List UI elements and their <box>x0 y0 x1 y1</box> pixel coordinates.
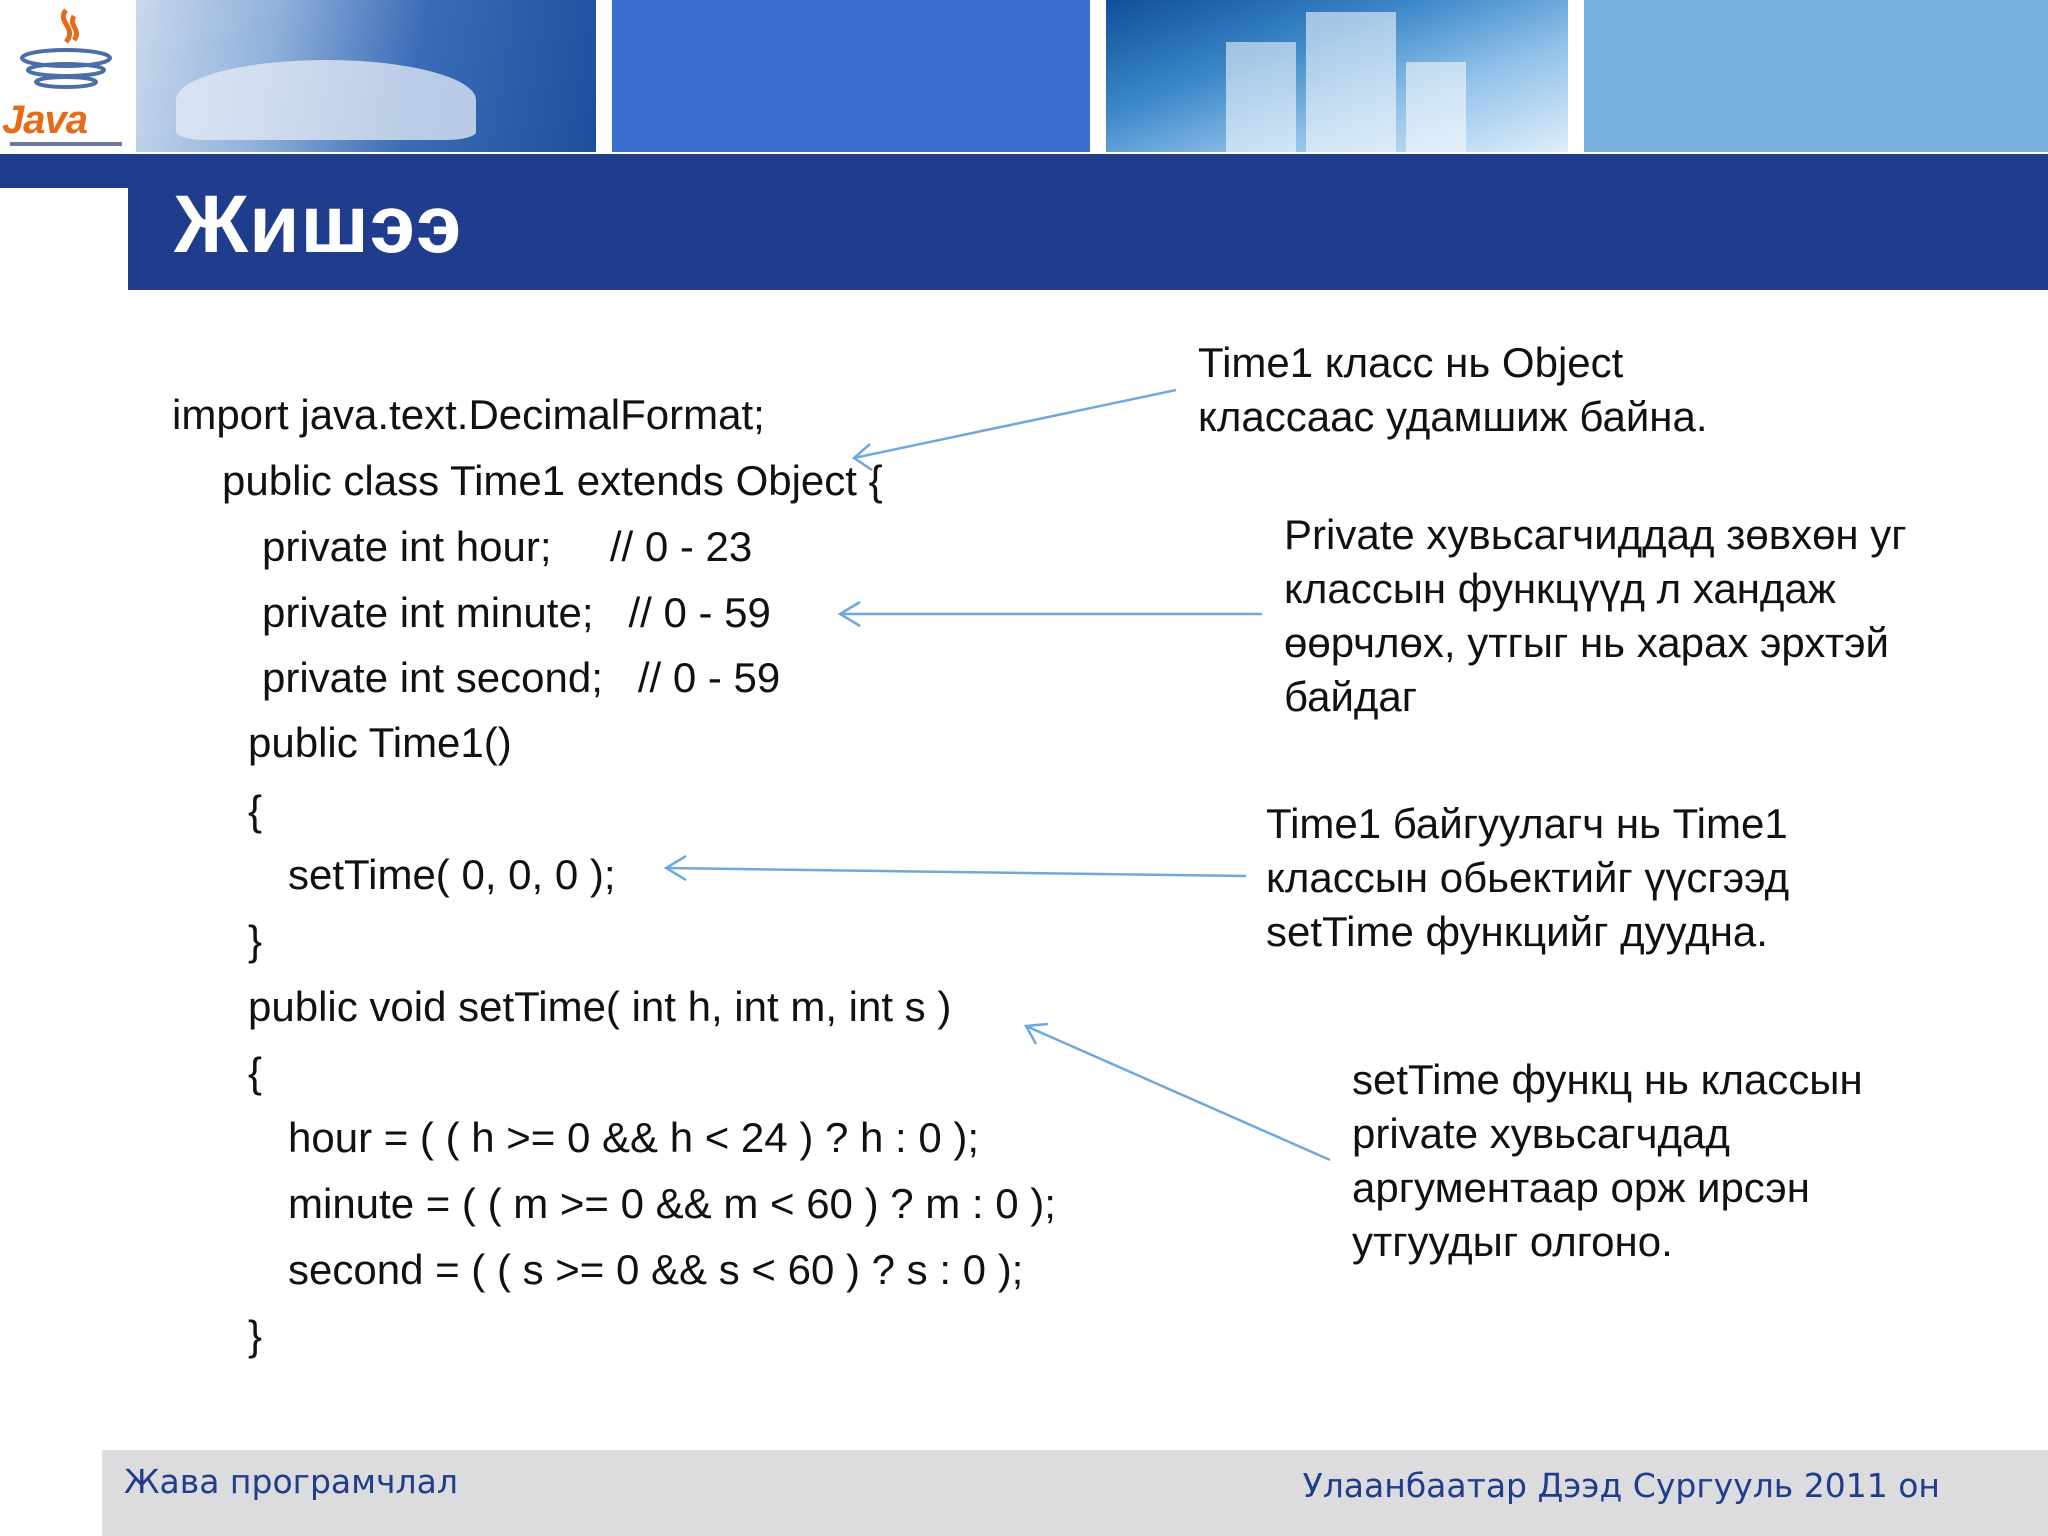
code-line: private int second; // 0 - 59 <box>262 654 781 701</box>
annotation-line: Time1 байгуулагч нь Time1 <box>1266 800 1788 847</box>
annotation-line: классаас удамшиж байна. <box>1198 393 1708 440</box>
annotation-line: setTime функцийг дуудна. <box>1266 908 1768 955</box>
arrow-to-constructor-call <box>666 856 1246 880</box>
code-line: second = ( ( s >= 0 && s < 60 ) ? s : 0 ); <box>288 1246 1024 1293</box>
footer-course-name: Жава програмчлал <box>124 1462 458 1501</box>
code-line: } <box>248 1312 263 1359</box>
annotation-line: өөрчлөх, утгыг нь харах эрхтэй <box>1284 619 1889 666</box>
annotation-line: аргументаар орж ирсэн <box>1352 1164 1810 1211</box>
code-line: private int minute; // 0 - 59 <box>262 589 771 636</box>
code-line: import java.text.DecimalFormat; <box>172 391 765 438</box>
logo-wordmark: Java <box>2 98 87 142</box>
arrow-to-settime-decl <box>1026 1024 1330 1160</box>
annotation-line: байдаг <box>1284 673 1418 720</box>
code-line: public void setTime( int h, int m, int s ) <box>248 983 952 1030</box>
annotation-line: Time1 класс нь Object <box>1198 339 1624 386</box>
annotation-line: private хувьсагчдад <box>1352 1110 1730 1157</box>
code-line: setTime( 0, 0, 0 ); <box>288 851 616 898</box>
arrow-to-private-fields <box>840 602 1262 626</box>
arrow-to-class-decl <box>854 390 1176 470</box>
annotation-line: классын функцүүд л хандаж <box>1284 565 1836 612</box>
annotation-line: классын обьектийг үүсгээд <box>1266 854 1790 901</box>
code-line: minute = ( ( m >= 0 && m < 60 ) ? m : 0 ); <box>288 1180 1056 1227</box>
code-line: public Time1() <box>248 719 512 766</box>
page-title: Жишээ <box>174 179 463 270</box>
annotation-line: Private хувьсагчиддад зөвхөн уг <box>1284 511 1907 558</box>
code-line: } <box>248 917 263 964</box>
annotation-line: утгуудыг олгоно. <box>1352 1218 1673 1265</box>
footer-institution: Улаанбаатар Дээд Сургууль 2011 он <box>1302 1466 1940 1505</box>
code-line: hour = ( ( h >= 0 && h < 24 ) ? h : 0 ); <box>288 1114 980 1161</box>
annotation-line: setTime функц нь классын <box>1352 1056 1863 1103</box>
code-line: { <box>248 787 263 834</box>
code-line: public class Time1 extends Object { <box>222 457 883 504</box>
code-line: { <box>248 1049 263 1096</box>
code-line: private int hour; // 0 - 23 <box>262 523 753 570</box>
